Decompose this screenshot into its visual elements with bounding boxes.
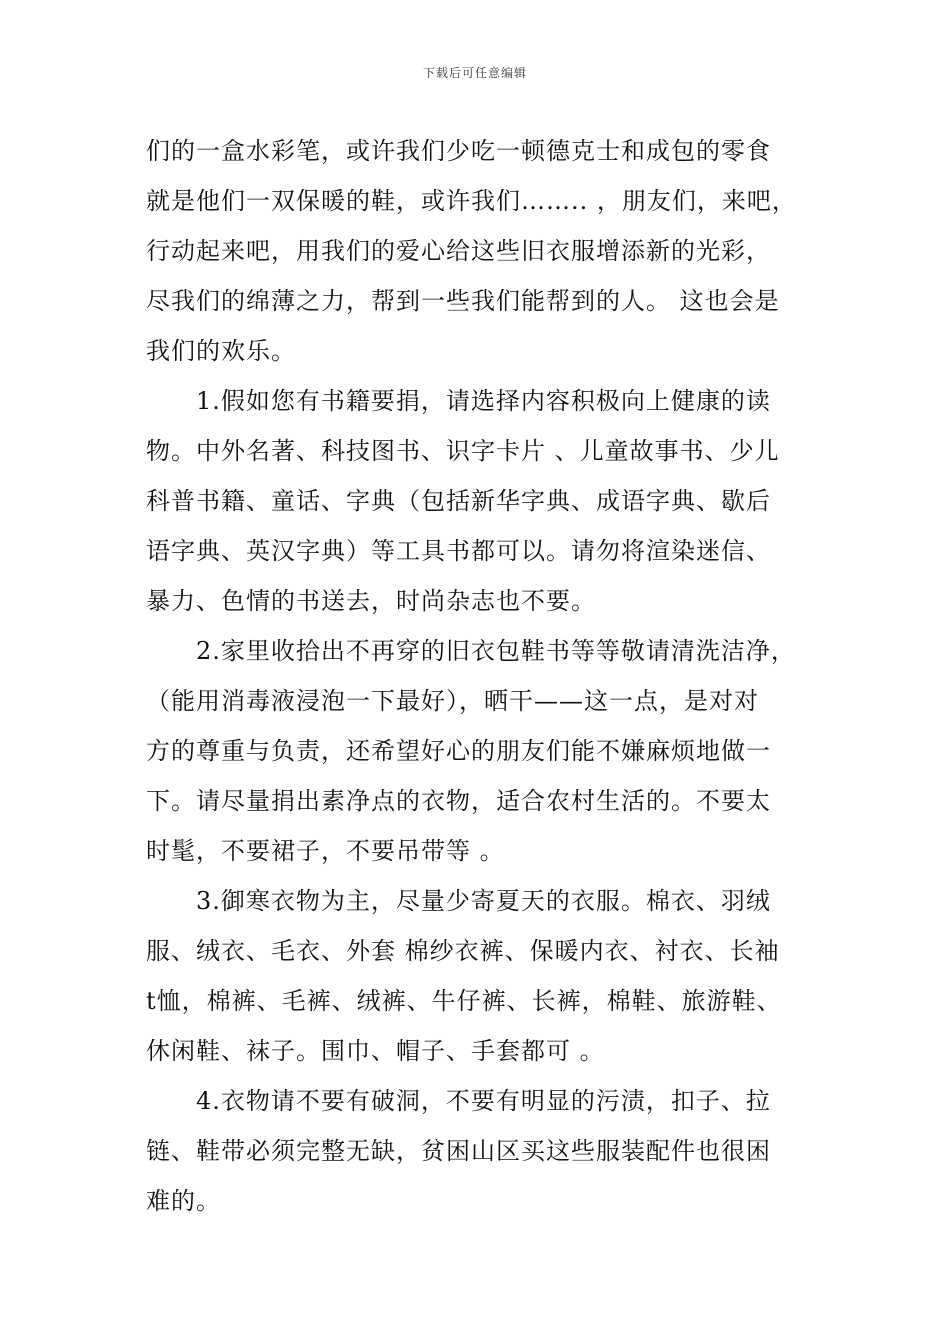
text-line: t恤，棉裤、毛裤、绒裤、牛仔裤、长裤，棉鞋、旅游鞋、: [146, 987, 782, 1015]
text-line: 1.假如您有书籍要捐，请选择内容积极向上健康的读: [196, 387, 771, 415]
text-line: 尽我们的绵薄之力，帮到一些我们能帮到的人。 这也会是: [146, 287, 780, 315]
text-line: 2.家里收拾出不再穿的旧衣包鞋书等等敬请清洗洁净，: [196, 637, 796, 665]
text-line: 语字典、英汉字典）等工具书都可以。请勿将渲染迷信、: [146, 537, 771, 565]
text-line: 3.御寒衣物为主，尽量少寄夏天的衣服。棉衣、羽绒: [196, 887, 771, 915]
text-line: 时髦，不要裙子，不要吊带等 。: [146, 837, 505, 865]
header-note: 下载后可任意编辑: [422, 66, 527, 80]
text-line: 方的尊重与负责，还希望好心的朋友们能不嫌麻烦地做一: [146, 737, 771, 765]
text-line: 4.衣物请不要有破洞，不要有明显的污渍，扣子、拉: [196, 1087, 771, 1115]
text-line: 就是他们一双保暖的鞋，或许我们…….. ，朋友们，来吧，: [146, 187, 797, 215]
text-line: 们的一盒水彩笔，或许我们少吃一顿德克士和成包的零食: [146, 137, 771, 165]
text-line: 暴力、色情的书送去，时尚杂志也不要。: [146, 587, 596, 615]
text-line: 物。中外名著、科技图书、识字卡片 、儿童故事书、少儿: [146, 437, 780, 465]
text-line: 休闲鞋、袜子。围巾、帽子、手套都可 。: [146, 1037, 605, 1065]
text-line: 链、鞋带必须完整无缺，贫困山区买这些服装配件也很困: [146, 1137, 771, 1165]
text-line: 我们的欢乐。: [146, 337, 296, 365]
text-line: 难的。: [146, 1187, 221, 1215]
text-line: 下。请尽量捐出素净点的衣物，适合农村生活的。不要太: [146, 787, 771, 815]
text-line: 行动起来吧，用我们的爱心给这些旧衣服增添新的光彩，: [146, 237, 771, 265]
text-line: 服、绒衣、毛衣、外套 棉纱衣裤、保暖内衣、衬衣、长袖: [146, 937, 780, 965]
text-line: 科普书籍、童话、字典（包括新华字典、成语字典、歇后: [146, 487, 771, 515]
text-line: （能用消毒液浸泡一下最好），晒干——这一点，是对对: [146, 687, 759, 715]
